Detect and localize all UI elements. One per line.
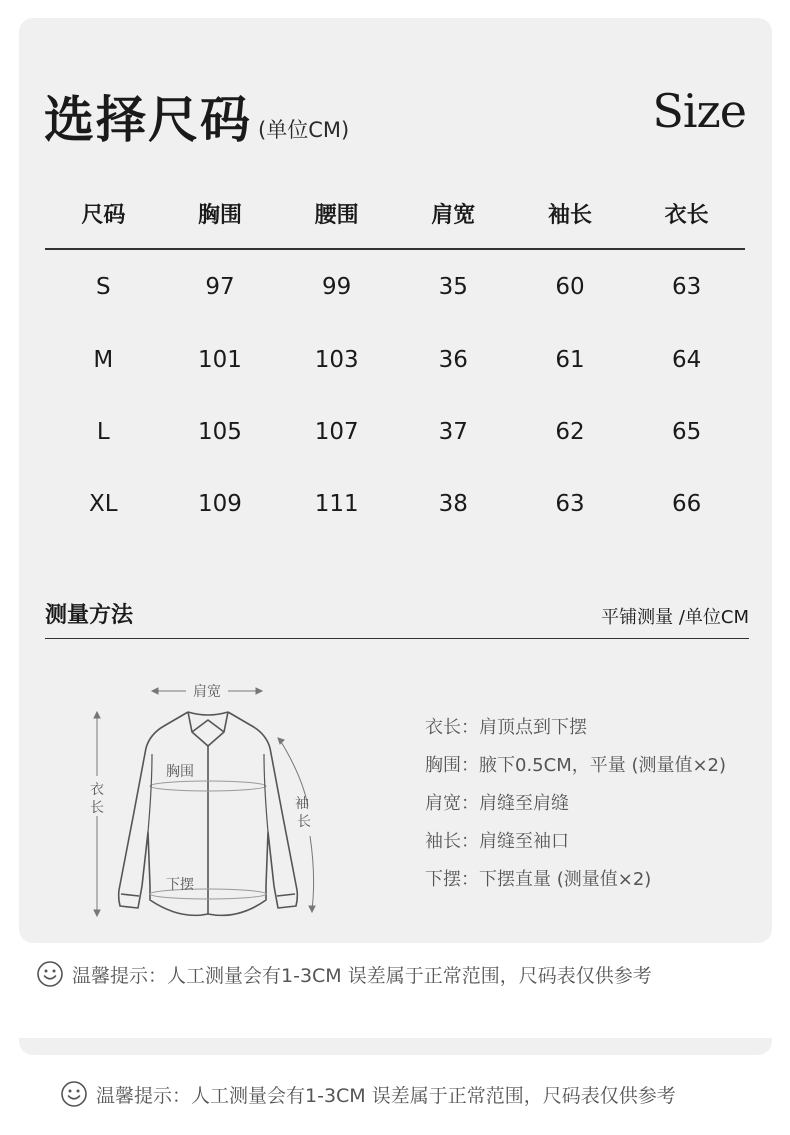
unit-label: (单位CM): [258, 118, 350, 142]
table-cell: 66: [672, 491, 702, 517]
divider-strip: [19, 1000, 772, 1038]
tip-text-bottom: 温馨提示：人工测量会有1-3CM 误差属于正常范围，尺码表仅供参考: [96, 1084, 676, 1107]
table-cell: 64: [672, 347, 702, 373]
table-row: [45, 324, 745, 396]
table-cell: 62: [555, 419, 585, 445]
table-cell: 65: [672, 419, 702, 445]
table-cell: XL: [89, 491, 118, 517]
table-header-row: [45, 178, 745, 249]
card-footer-strip: [19, 1038, 772, 1055]
measure-section-header: [45, 598, 749, 639]
measure-note: 平铺测量 /单位CM: [601, 607, 749, 628]
table-row: [45, 468, 745, 540]
definition-sleeve: 袖长：肩缝至袖口: [425, 831, 569, 852]
table-cell: 63: [672, 274, 702, 300]
table-cell: 61: [555, 347, 585, 373]
header-sleeve: 袖长: [512, 178, 629, 249]
diagram-label-sleeve: [295, 796, 311, 830]
size-logo: Size: [652, 84, 746, 138]
measurement-definitions: [425, 714, 726, 904]
header-size: 尺码: [45, 178, 162, 249]
diagram-label-chest: 胸围: [166, 764, 194, 780]
definition-hem: 下摆：下摆直量 (测量值×2): [425, 869, 652, 890]
smile-icon: [60, 1080, 88, 1108]
table-cell: L: [96, 419, 110, 445]
tip-text: 温馨提示：人工测量会有1-3CM 误差属于正常范围，尺码表仅供参考: [72, 964, 652, 987]
smile-icon: [36, 960, 64, 988]
definition-length: 衣长：肩顶点到下摆: [425, 717, 587, 738]
diagram-label-sleeve-char1: 袖: [295, 796, 309, 812]
table-cell: 103: [314, 347, 359, 373]
table-cell: 36: [438, 347, 468, 373]
table-cell: 107: [314, 419, 359, 445]
table-cell: 38: [438, 491, 468, 517]
header-waist: 腰围: [278, 178, 395, 249]
page-title: 选择尺码: [44, 91, 252, 149]
title-row: [44, 80, 349, 152]
definition-shoulder: 肩宽：肩缝至肩缝: [425, 793, 569, 814]
table-cell: 99: [322, 274, 352, 300]
header-chest: 胸围: [162, 178, 279, 249]
definition-chest: 胸围：腋下0.5CM，平量 (测量值×2): [425, 755, 727, 776]
table-cell: 111: [314, 491, 359, 517]
table-cell: M: [93, 347, 114, 373]
table-cell: S: [96, 274, 111, 300]
tip-banner: [36, 960, 652, 988]
measure-title: 测量方法: [45, 603, 134, 628]
diagram-label-length: [90, 782, 104, 816]
diagram-label-hem: 下摆: [166, 877, 194, 893]
table-cell: 35: [438, 274, 468, 300]
shirt-diagram: [80, 676, 330, 926]
diagram-label-sleeve-char2: 长: [297, 814, 311, 830]
table-cell: 105: [198, 419, 242, 445]
diagram-label-length-char1: 衣: [90, 782, 104, 798]
table-row: [45, 249, 745, 324]
table-cell: 60: [555, 274, 585, 300]
diagram-label-shoulder: 肩宽: [193, 684, 221, 700]
header-length: 衣长: [628, 178, 745, 249]
table-cell: 63: [555, 491, 585, 517]
table-cell: 101: [198, 347, 242, 373]
table-cell: 97: [205, 274, 235, 300]
diagram-label-length-char2: 长: [90, 800, 104, 816]
table-row: [45, 396, 745, 468]
tip-banner-bottom: [60, 1080, 676, 1108]
size-table: [45, 178, 745, 540]
header-shoulder: 肩宽: [395, 178, 512, 249]
table-cell: 37: [438, 419, 468, 445]
table-cell: 109: [198, 491, 242, 517]
